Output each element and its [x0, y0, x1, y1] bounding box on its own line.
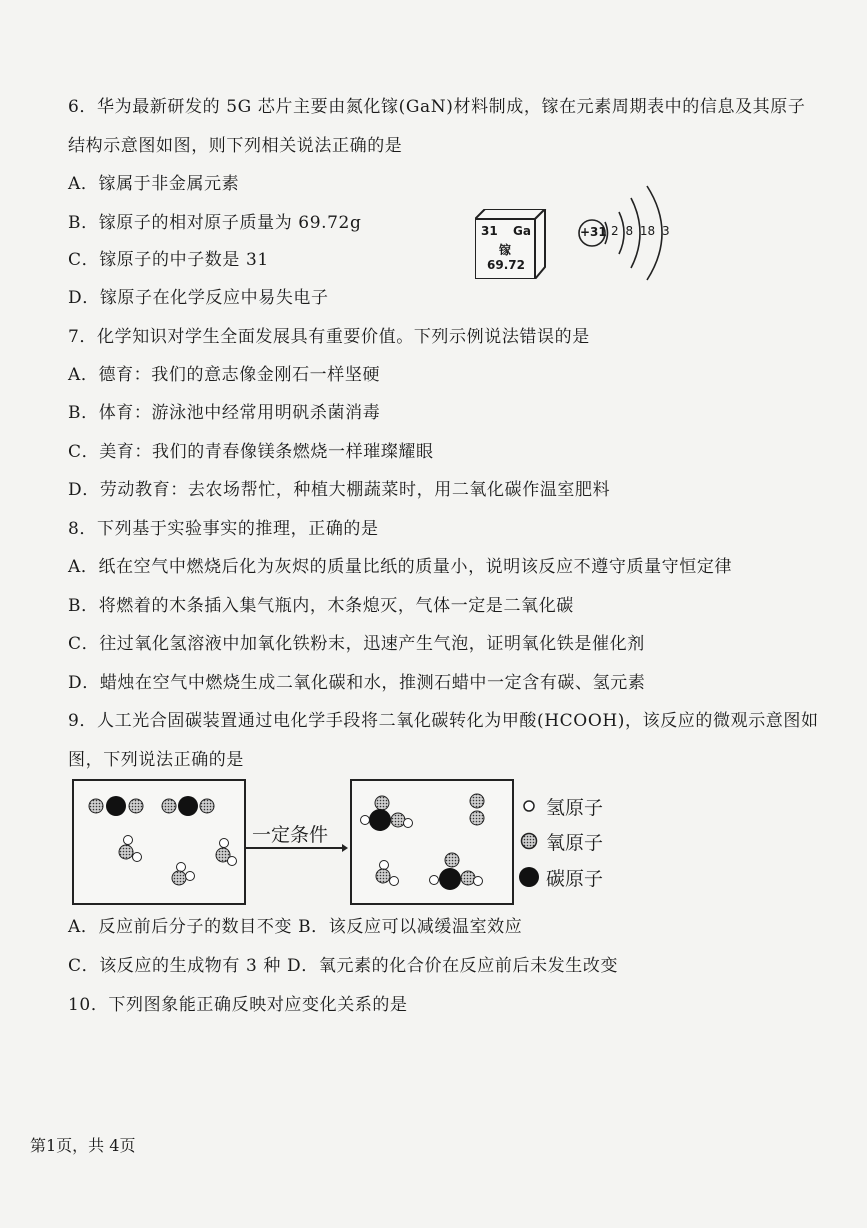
q9-options-ab: A．反应前后分子的数目不变 B．该反应可以减缓温室效应 — [68, 917, 523, 937]
q8-option-c: C．往过氧化氢溶液中加氧化铁粉末，迅速产生气泡，证明氧化铁是催化剂 — [68, 634, 645, 654]
q7-option-a: A．德育：我们的意志像金刚石一样坚硬 — [68, 365, 381, 385]
q6-option-d: D．镓原子在化学反应中易失电子 — [68, 288, 329, 308]
q7-option-d: D．劳动教育：去农场帮忙，种植大棚蔬菜时，用二氧化碳作温室肥料 — [68, 480, 611, 500]
legend-carbon-label: 碳原子 — [546, 868, 604, 890]
carbon-atom-icon — [518, 866, 540, 888]
reactants-box — [72, 779, 246, 905]
element-symbol: Ga — [513, 224, 531, 238]
legend-oxygen-label: 氧原子 — [546, 832, 604, 854]
products-box — [350, 779, 514, 905]
reaction-condition: 一定条件 — [252, 824, 329, 846]
q9-stem-line2: 图，下列说法正确的是 — [68, 750, 244, 770]
q8-option-b: B．将燃着的木条插入集气瓶内，木条熄灭，气体一定是二氧化碳 — [68, 596, 574, 616]
q9-stem-line1: 9．人工光合固碳装置通过电化学手段将二氧化碳转化为甲酸(HCOOH)，该反应的微观示意图如 — [68, 711, 819, 731]
product-molecules-icon — [352, 781, 512, 903]
q6-option-b: B．镓原子的相对原子质量为 69.72g — [68, 213, 362, 233]
q7-option-b: B．体育：游泳池中经常用明矾杀菌消毒 — [68, 403, 381, 423]
page-footer: 第1页，共 4页 — [30, 1136, 136, 1155]
q8-option-d: D．蜡烛在空气中燃烧生成二氧化碳和水，推测石蜡中一定含有碳、氢元素 — [68, 673, 646, 693]
q6-option-c: C．镓原子的中子数是 31 — [68, 250, 269, 270]
atom-structure-diagram — [575, 178, 685, 288]
q6-option-a: A．镓属于非金属元素 — [68, 174, 240, 194]
q7-stem: 7．化学知识对学生全面发展具有重要价值。下列示例说法错误的是 — [68, 327, 590, 347]
hydrogen-atom-icon — [522, 799, 536, 813]
q9-options-cd: C．该反应的生成物有 3 种 D．氧元素的化合价在反应前后未发生改变 — [68, 956, 619, 976]
legend-hydrogen-label: 氢原子 — [546, 797, 604, 819]
q6-stem-line2: 结构示意图如图，则下列相关说法正确的是 — [68, 136, 403, 156]
reactant-molecules-icon — [74, 781, 244, 903]
atomic-mass: 69.72 — [487, 258, 525, 272]
q10-stem: 10．下列图象能正确反映对应变化关系的是 — [68, 995, 408, 1015]
element-name: 镓 — [499, 243, 512, 257]
nucleus-charge: +31 — [580, 225, 607, 239]
atomic-number: 31 — [481, 224, 498, 238]
q8-stem: 8．下列基于实验事实的推理，正确的是 — [68, 519, 379, 539]
q7-option-c: C．美育：我们的青春像镁条燃烧一样璀璨耀眼 — [68, 442, 434, 462]
electron-shell-counts: 2 8 18 3 — [611, 224, 670, 238]
periodic-table-cell — [475, 209, 547, 279]
q8-option-a: A．纸在空气中燃烧后化为灰烬的质量比纸的质量小，说明该反应不遵守质量守恒定律 — [68, 557, 733, 577]
q6-stem-line1: 6．华为最新研发的 5G 芯片主要由氮化镓(GaN)材料制成，镓在元素周期表中的信息及其原子 — [68, 97, 806, 117]
oxygen-atom-icon — [520, 832, 538, 850]
